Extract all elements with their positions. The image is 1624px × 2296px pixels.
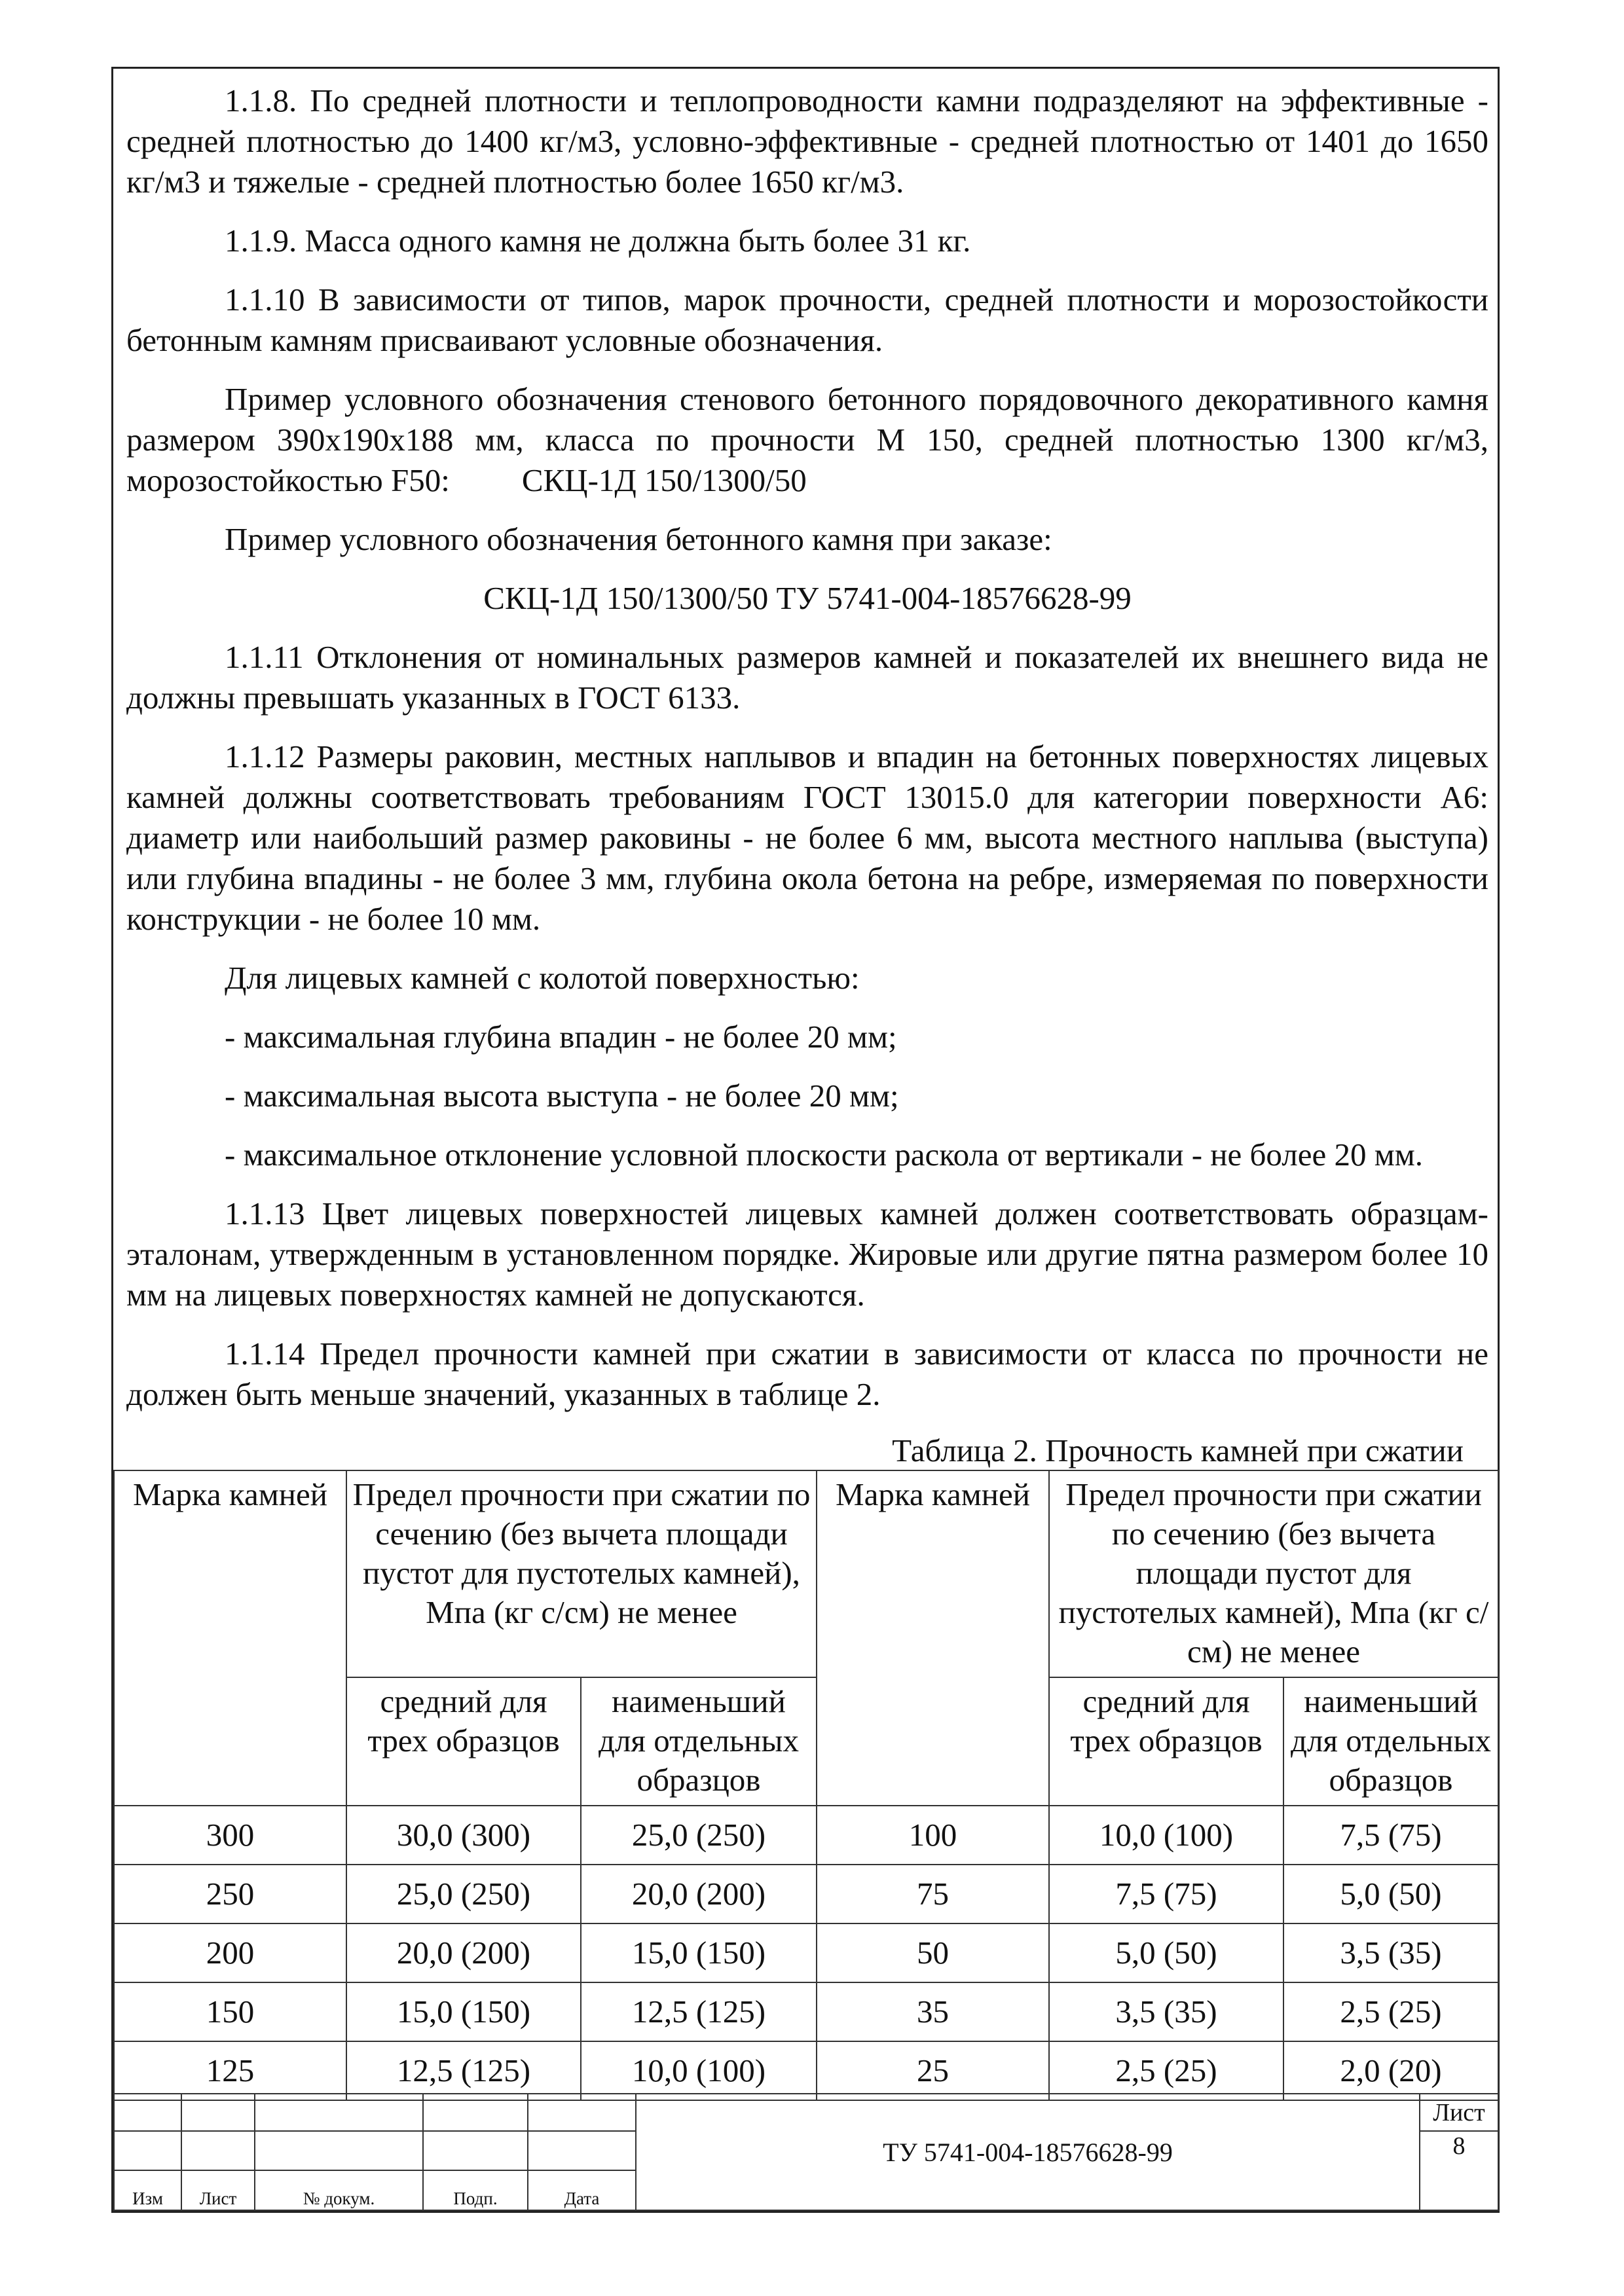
table-cell: 3,5 (35) [1283,1923,1498,1982]
stamp-cell [255,2094,423,2131]
paragraph-1-1-8: 1.1.8. По средней плотности и теплопроводности камни подразделяют на эффективные - средней плотностью до 1400 кг/м3, условно-эффективные - средней плотностью от 1401 до 1650 кг/м3 и тяжелые - средней плотностью более 1650 кг/м3. [126,82,1488,200]
table-cell: 2,0 (20) [1283,2041,1498,2100]
table-cell: 75 [817,1865,1049,1923]
table-cell: 25 [817,2041,1049,2100]
table-cell: 300 [114,1806,346,1865]
stamp-cell [255,2131,423,2170]
header-limit-right: Предел прочности при сжатии по сечению (без вычета площади пустот для пустотелых камней), Мпа (кг с/см) не менее [1049,1470,1498,1677]
table-cell: 15,0 (150) [346,1982,581,2041]
designation-example-text: Пример условного обозначения стенового бетонного порядовочного декоративного камня размером 390х190х188 мм, класса по прочности М 150, средней плотностью 1300 кг/м3, морозостойкостью F50: [126,381,1488,498]
stamp-doc-number-label: № докум. [255,2170,423,2210]
paragraph-1-1-10: 1.1.10 В зависимости от типов, марок прочности, средней плотности и морозостойкости бетонным камням присваивают условные обозначения. [126,282,1488,358]
sheet-number: 8 [1420,2131,1498,2210]
stamp-date-label: Дата [528,2170,636,2210]
table-cell: 25,0 (250) [581,1806,817,1865]
table-cell: 10,0 (100) [581,2041,817,2100]
stamp-cell [423,2094,528,2131]
list-item: - максимальная глубина впадин - не более 20 мм; [225,1019,897,1055]
title-block [113,2093,1499,2211]
header-min-left: наименьший для отдельных образцов [581,1677,817,1806]
stamp-cell [181,2094,255,2131]
table-row [114,1923,1498,1982]
table-row [114,2041,1498,2100]
stamp-cell [528,2094,636,2131]
document-code: ТУ 5741-004-18576628-99 [636,2094,1420,2210]
table-cell: 2,5 (25) [1283,1982,1498,2041]
paragraph-1-1-13: 1.1.13 Цвет лицевых поверхностей лицевых камней должен соответствовать образцам-эталонам, утвержденным в установленном порядке. Жировые или другие пятна размером более 10 мм на лицевых поверхностях камней не допускаются. [126,1195,1488,1313]
table-cell: 200 [114,1923,346,1982]
stamp-cell [114,2131,181,2170]
designation-example-code: СКЦ-1Д 150/1300/50 [521,462,807,498]
table-cell: 7,5 (75) [1283,1806,1498,1865]
table-cell: 125 [114,2041,346,2100]
order-example-code: СКЦ-1Д 150/1300/50 ТУ 5741-004-18576628-99 [483,580,1132,616]
table-cell: 25,0 (250) [346,1865,581,1923]
page-frame [111,67,1500,2213]
order-example-intro: Пример условного обозначения бетонного камня при заказе: [225,521,1052,557]
paragraph-1-1-9: 1.1.9. Масса одного камня не должна быть более 31 кг. [225,223,971,259]
header-limit-left: Предел прочности при сжатии по сечению (без вычета площади пустот для пустотелых камней), Мпа (кг с/см) не менее [346,1470,817,1677]
paragraph-1-1-11: 1.1.11 Отклонения от номинальных размеров камней и показателей их внешнего вида не должны превышать указанных в ГОСТ 6133. [126,639,1488,716]
stamp-list-label: Лист [181,2170,255,2210]
table-cell: 3,5 (35) [1049,1982,1283,2041]
table-cell: 150 [114,1982,346,2041]
table-cell: 5,0 (50) [1049,1923,1283,1982]
table-row [114,1982,1498,2041]
table-cell: 10,0 (100) [1049,1806,1283,1865]
table-row [114,1865,1498,1923]
table-cell: 5,0 (50) [1283,1865,1498,1923]
table-cell: 12,5 (125) [581,1982,817,2041]
table-header-row [114,1470,1498,1677]
header-grade-left: Марка камней [114,1470,346,1806]
stamp-cell [114,2094,181,2131]
paragraph-1-1-14: 1.1.14 Предел прочности камней при сжатии в зависимости от класса по прочности не должен быть меньше значений, указанных в таблице 2. [126,1336,1488,1412]
list-item: - максимальное отклонение условной плоскости раскола от вертикали - не более 20 мм. [225,1137,1423,1173]
stamp-cell [181,2131,255,2170]
table-cell: 7,5 (75) [1049,1865,1283,1923]
paragraph-1-1-12: 1.1.12 Размеры раковин, местных наплывов и впадин на бетонных поверхностях лицевых камней должны соответствовать требованиям ГОСТ 13015.0 для категории поверхности А6: диаметр или наибольший размер раковины - не более 6 мм, высота местного наплыва (выступа) или глубина впадины - не более 3 мм, глубина окола бетона на ребре, измеряемая по поверхности конструкции - не более 10 мм. [126,738,1488,937]
table-caption: Таблица 2. Прочность камней при сжатии [892,1432,1464,1468]
header-grade-right: Марка камней [817,1470,1049,1806]
table-cell: 12,5 (125) [346,2041,581,2100]
stamp-cell [528,2131,636,2170]
list-item: - максимальная высота выступа - не более 20 мм; [225,1078,899,1114]
table-row [114,1806,1498,1865]
stamp-izm-label: Изм [114,2170,181,2210]
table-cell: 15,0 (150) [581,1923,817,1982]
table-cell: 20,0 (200) [346,1923,581,1982]
header-avg-left: средний для трех образцов [346,1677,581,1806]
header-avg-right: средний для трех образцов [1049,1677,1283,1806]
table-cell: 50 [817,1923,1049,1982]
stamp-cell [423,2131,528,2170]
header-min-right: наименьший для отдельных образцов [1283,1677,1498,1806]
table-cell: 250 [114,1865,346,1923]
sheet-label: Лист [1420,2094,1498,2131]
designation-example [126,379,1488,501]
stamp-sign-label: Подп. [423,2170,528,2210]
table-cell: 20,0 (200) [581,1865,817,1923]
split-surface-intro: Для лицевых камней с колотой поверхностью: [225,960,860,996]
table-cell: 100 [817,1806,1049,1865]
table-cell: 30,0 (300) [346,1806,581,1865]
strength-table [113,1470,1499,2101]
document-body [126,81,1488,1433]
table-cell: 2,5 (25) [1049,2041,1283,2100]
table-cell: 35 [817,1982,1049,2041]
